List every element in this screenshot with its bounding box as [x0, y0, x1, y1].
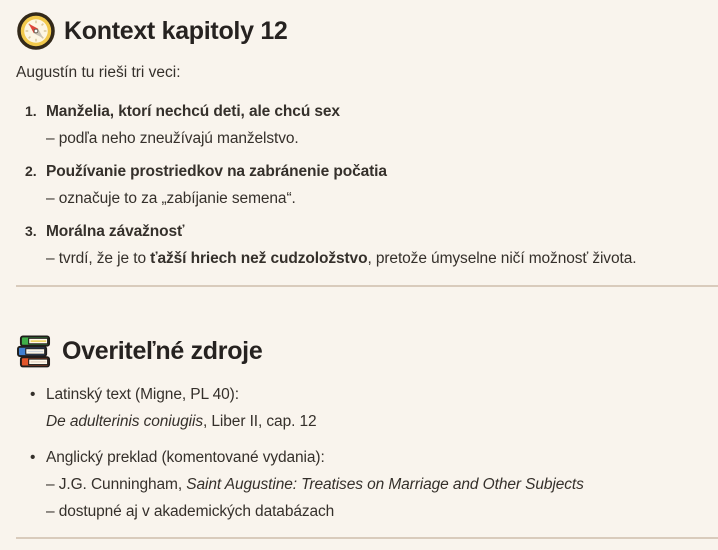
source-line [46, 471, 718, 498]
list-item-number: 3. [25, 223, 37, 239]
source-line-prefix: – J.G. Cunningham, [46, 476, 187, 493]
list-item-body [46, 218, 718, 272]
list-item-description [46, 185, 718, 212]
sources-list-item-2 [30, 444, 718, 525]
sources-list [16, 381, 718, 525]
source-title-italic: De adulterinis coniugiis [46, 413, 203, 430]
section-divider [16, 285, 718, 287]
context-section-title: Kontext kapitoly 12 [64, 16, 288, 45]
context-list-item-2 [25, 158, 718, 212]
list-item-body [46, 98, 718, 152]
list-item-body [46, 381, 718, 435]
sources-section-title: Overiteľné zdroje [62, 336, 263, 365]
source-title-italic: Saint Augustine: Treatises on Marriage and Other Subjects [186, 476, 584, 493]
source-line: Latinský text (Migne, PL 40): [46, 386, 239, 403]
desc-bold-segment: ťažší hriech než cudzoložstvo [150, 250, 368, 267]
source-line [46, 408, 718, 435]
desc-segment: , pretože úmyselne ničí možnosť života. [367, 250, 637, 267]
bottom-divider [16, 537, 718, 539]
list-item-title: Používanie prostriedkov na zabránenie počatia [46, 163, 387, 180]
context-intro-text: Augustín tu rieši tri veci: [16, 64, 181, 81]
list-item-number: 2. [25, 163, 37, 179]
desc-segment: – označuje to za „zabíjanie semena“. [46, 190, 296, 207]
source-line: Anglický preklad (komentované vydania): [46, 449, 325, 466]
source-line: – dostupné aj v akademických databázach [46, 503, 335, 520]
bullet-marker: • [30, 386, 36, 403]
compass-icon [16, 11, 56, 51]
list-item-number: 1. [25, 103, 37, 119]
list-item-body [46, 444, 718, 525]
list-item-description [46, 125, 718, 152]
list-item-title: Morálna závažnosť [46, 223, 185, 240]
list-item-description [46, 245, 718, 272]
context-list-item-1 [25, 98, 718, 152]
list-item-title: Manželia, ktorí nechcú deti, ale chcú sex [46, 103, 340, 120]
list-item-body [46, 158, 718, 212]
desc-segment: – podľa neho zneužívajú manželstvo. [46, 130, 299, 147]
context-list-item-3 [25, 218, 718, 272]
context-section-header [16, 11, 718, 51]
context-list [16, 98, 718, 272]
books-icon [16, 335, 53, 368]
sources-list-item-1 [30, 381, 718, 435]
bullet-marker: • [30, 449, 36, 466]
source-line-rest: , Liber II, cap. 12 [203, 413, 317, 430]
sources-section-header [16, 331, 718, 371]
desc-segment: – tvrdí, že je to [46, 250, 151, 267]
